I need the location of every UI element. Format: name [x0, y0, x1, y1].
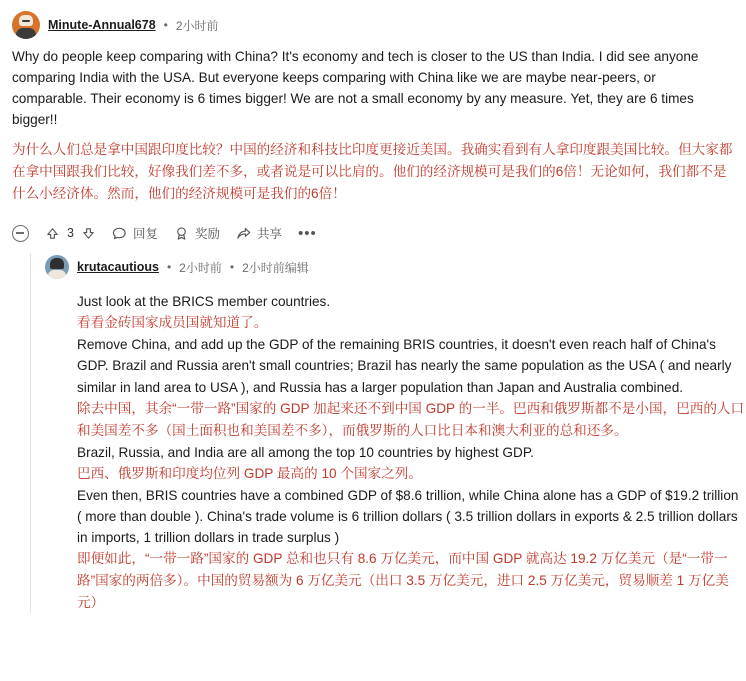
comment-author-link[interactable]: krutacautious — [77, 260, 159, 275]
vote-group — [45, 226, 96, 241]
reply-paragraph-english: Just look at the BRICS member countries. — [77, 294, 331, 310]
more-options-button[interactable]: ••• — [298, 224, 317, 242]
root-comment — [0, 0, 746, 247]
share-label: 共享 — [256, 227, 282, 242]
comment-timestamp: 2小时前 — [179, 260, 222, 275]
award-button[interactable] — [174, 224, 220, 242]
award-icon — [174, 226, 189, 241]
avatar[interactable] — [12, 11, 40, 39]
root-comment-header — [12, 10, 734, 40]
separator: • — [229, 260, 235, 275]
share-icon — [236, 226, 251, 241]
vote-count: 3 — [67, 226, 74, 241]
upvote-arrow-icon[interactable] — [45, 226, 60, 241]
reply-paragraph-english: Brazil, Russia, and India are all among the top 10 countries by highest GDP. — [77, 444, 534, 460]
avatar[interactable] — [45, 255, 69, 279]
reply-button[interactable] — [112, 224, 158, 242]
reply-paragraph-translation: 除去中国，其余“一带一路”国家的 GDP 加起来还不到中国 GDP 的一半。巴西和俄罗斯都不是小国，巴西的人口和美国差不多（国土面积也和美国差不多），而俄罗斯的人口比日本和澳大利亚的总和还多。 — [77, 400, 745, 438]
comment-timestamp: 2小时前 — [175, 18, 219, 33]
collapse-circle-minus-icon[interactable] — [12, 225, 29, 242]
reply-header — [45, 253, 746, 281]
reply-label: 回复 — [132, 227, 158, 242]
reply-paragraph-english: Remove China, and add up the GDP of the remaining BRIS countries, it doesn't even reach half of China's GDP. Brazil and Russia aren't small countries; Brazil has nearly the same population as the USA ( and nearly similar in land area to USA ), and Russia has a larger population than Japan and Australia combined. — [77, 337, 732, 395]
nested-reply — [30, 253, 746, 614]
comment-body-english: Why do people keep comparing with China? It's economy and tech is closer to the US than India. I did see anyone comparing India with the USA. But everyone keeps comparing with China like we are maybe near-peers, or comparable. Their economy is 6 times bigger! We are not a small economy by any measure. Yet, they are 6 times bigger!! — [12, 49, 699, 128]
reply-paragraph-translation: 巴西、俄罗斯和印度均位列 GDP 最高的 10 个国家之列。 — [77, 465, 422, 481]
comment-edited-label: 2小时前编辑 — [242, 260, 309, 275]
share-button[interactable] — [236, 224, 282, 242]
separator: • — [163, 18, 168, 32]
reply-paragraph-translation: 看看金砖国家成员国就知道了。 — [77, 315, 268, 331]
avatar-face-icon — [22, 20, 30, 22]
separator: • — [166, 260, 172, 275]
comment-author-link[interactable]: Minute-Annual678 — [48, 18, 156, 32]
award-label: 奖励 — [194, 227, 220, 242]
reply-paragraph-english: Even then, BRIS countries have a combined GDP of $8.6 trillion, while China alone has a GDP of $19.2 trillion ( more than double ). China's trade volume is 6 trillion dollars ( 3.5 trillion dollars in exports & 2.5 trillion dollars in imports, 1 trillion dollars in trade surplus ) — [77, 487, 739, 545]
reply-body — [45, 291, 746, 614]
downvote-arrow-icon[interactable] — [81, 226, 96, 241]
comment-body-translation: 为什么人们总是拿中国跟印度比较？中国的经济和科技比印度更接近美国。我确实看到有人拿印度跟美国比较。但大家都在拿中国跟我们比较，好像我们差不多，或者说是可以比肩的。他们的经济规模可是我们的6倍！无论如何，我们都不是什么小经济体。然而，他们的经济规模可是我们的6倍！ — [12, 142, 733, 202]
reply-icon — [112, 226, 127, 241]
comment-action-bar — [12, 219, 734, 247]
reply-paragraph-translation: 即便如此，“一带一路”国家的 GDP 总和也只有 8.6 万亿美元，而中国 GDP 就高达 19.2 万亿美元（是“一带一路”国家的两倍多）。中国的贸易额为 6 万亿美元（出口 3.5 万亿美元，进口 2.5 万亿美元，贸易顺差 1 万亿美元） — [77, 550, 729, 610]
